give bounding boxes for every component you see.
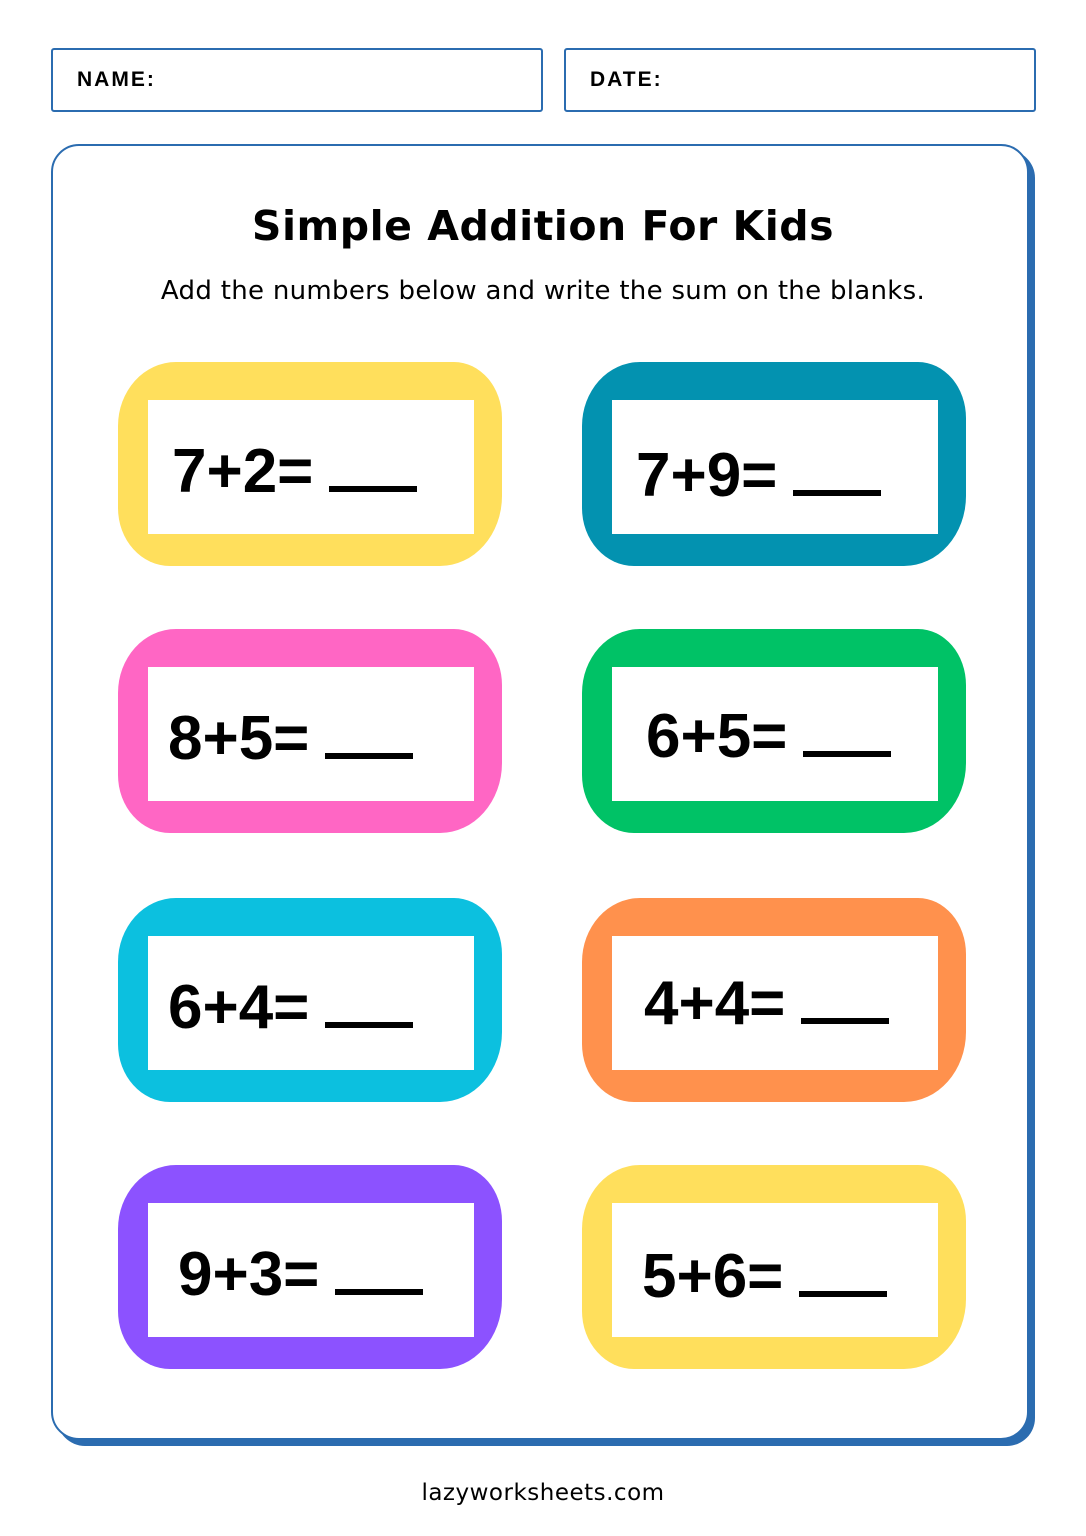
answer-blank[interactable] xyxy=(801,964,889,1024)
problem-equation xyxy=(636,436,881,511)
name-label: NAME: xyxy=(77,68,156,91)
problem-text: 6+5= xyxy=(646,702,788,771)
problem-card-4 xyxy=(582,629,966,833)
problem-box xyxy=(148,667,474,801)
problem-text: 5+6= xyxy=(642,1242,784,1311)
problem-text: 8+5= xyxy=(168,704,310,773)
answer-blank[interactable] xyxy=(803,697,891,757)
problem-card-6 xyxy=(582,898,966,1102)
name-field[interactable] xyxy=(51,48,543,112)
problem-text: 6+4= xyxy=(168,973,310,1042)
problem-equation xyxy=(642,1237,887,1312)
problem-text: 7+9= xyxy=(636,441,778,510)
problem-box xyxy=(148,1203,474,1337)
problem-text: 4+4= xyxy=(644,969,786,1038)
answer-blank[interactable] xyxy=(799,1237,887,1297)
problem-text: 7+2= xyxy=(172,437,314,506)
answer-blank[interactable] xyxy=(325,699,413,759)
problem-text: 9+3= xyxy=(178,1240,320,1309)
worksheet-instructions: Add the numbers below and write the sum on the blanks. xyxy=(160,276,926,306)
answer-blank[interactable] xyxy=(335,1235,423,1295)
problem-box xyxy=(612,667,938,801)
date-label: DATE: xyxy=(590,68,663,91)
problem-card-1 xyxy=(118,362,502,566)
problem-box xyxy=(612,936,938,1070)
problem-card-5 xyxy=(118,898,502,1102)
date-field[interactable] xyxy=(564,48,1036,112)
problem-equation xyxy=(646,697,891,772)
problem-equation xyxy=(644,964,889,1039)
problem-equation xyxy=(168,968,413,1043)
problem-card-8 xyxy=(582,1165,966,1369)
problem-card-2 xyxy=(582,362,966,566)
problem-card-3 xyxy=(118,629,502,833)
answer-blank[interactable] xyxy=(793,436,881,496)
worksheet-title: Simple Addition For Kids xyxy=(251,202,835,250)
problem-equation xyxy=(172,432,417,507)
problem-box xyxy=(148,400,474,534)
answer-blank[interactable] xyxy=(329,432,417,492)
problem-box xyxy=(612,400,938,534)
problem-equation xyxy=(168,699,413,774)
problem-equation xyxy=(178,1235,423,1310)
problem-box xyxy=(148,936,474,1070)
answer-blank[interactable] xyxy=(325,968,413,1028)
problem-card-7 xyxy=(118,1165,502,1369)
footer-site: lazyworksheets.com xyxy=(421,1480,665,1506)
problem-box xyxy=(612,1203,938,1337)
